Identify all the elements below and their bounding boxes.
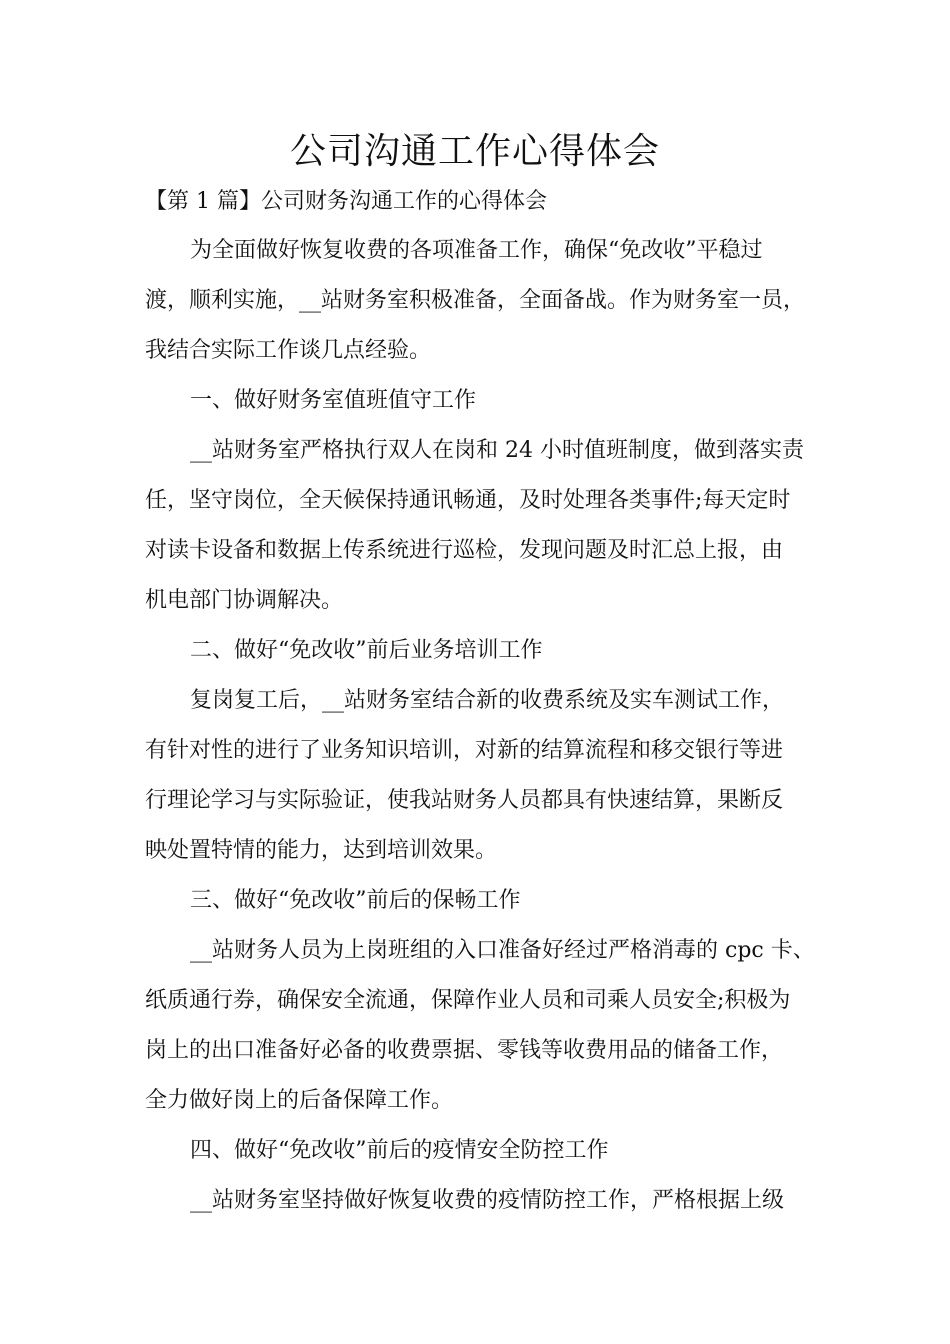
body-line: 行理论学习与实际验证，使我站财务人员都具有快速结算，果断反: [145, 788, 784, 813]
body-line: 复岗复工后，__站财务室结合新的收费系统及实车测试工作，: [190, 688, 785, 713]
body-line: 机电部门协调解决。: [145, 588, 344, 613]
body-line: 纸质通行券，确保安全流通，保障作业人员和司乘人员安全;积极为: [145, 988, 791, 1013]
body-line: 我结合实际工作谈几点经验。: [145, 338, 432, 363]
body-line: 渡，顺利实施，__站财务室积极准备，全面备战。作为财务室一员，: [145, 288, 806, 313]
body-line: __站财务人员为上岗班组的入口准备好经过严格消毒的 cpc 卡、: [190, 938, 815, 963]
body-line: 任，坚守岗位，全天候保持通讯畅通，及时处理各类事件;每天定时: [145, 488, 791, 513]
body-line: 有针对性的进行了业务知识培训，对新的结算流程和移交银行等进: [145, 738, 784, 763]
body-line: 四、做好“免改收”前后的疫情安全防控工作: [190, 1138, 609, 1163]
body-line: __站财务室严格执行双人在岗和 24 小时值班制度，做到落实责: [190, 438, 804, 463]
body-line: 对读卡设备和数据上传系统进行巡检，发现问题及时汇总上报，由: [145, 538, 784, 563]
body-line: 三、做好“免改收”前后的保畅工作: [190, 888, 521, 913]
body-line: 一、做好财务室值班值守工作: [190, 388, 477, 413]
document-title: 公司沟通工作心得体会: [289, 131, 660, 172]
body-line: 全力做好岗上的后备保障工作。: [145, 1088, 454, 1113]
document-body: [145, 231, 835, 1231]
chapter-heading: 【第 1 篇】公司财务沟通工作的心得体会: [145, 189, 547, 214]
body-line: 二、做好“免改收”前后业务培训工作: [190, 638, 543, 663]
body-line: 为全面做好恢复收费的各项准备工作，确保“免改收”平稳过: [190, 238, 763, 263]
body-line: 岗上的出口准备好必备的收费票据、零钱等收费用品的储备工作，: [145, 1038, 784, 1063]
body-line: 映处置特情的能力，达到培训效果。: [145, 838, 498, 863]
body-line: __站财务室坚持做好恢复收费的疫情防控工作，严格根据上级: [190, 1188, 785, 1213]
